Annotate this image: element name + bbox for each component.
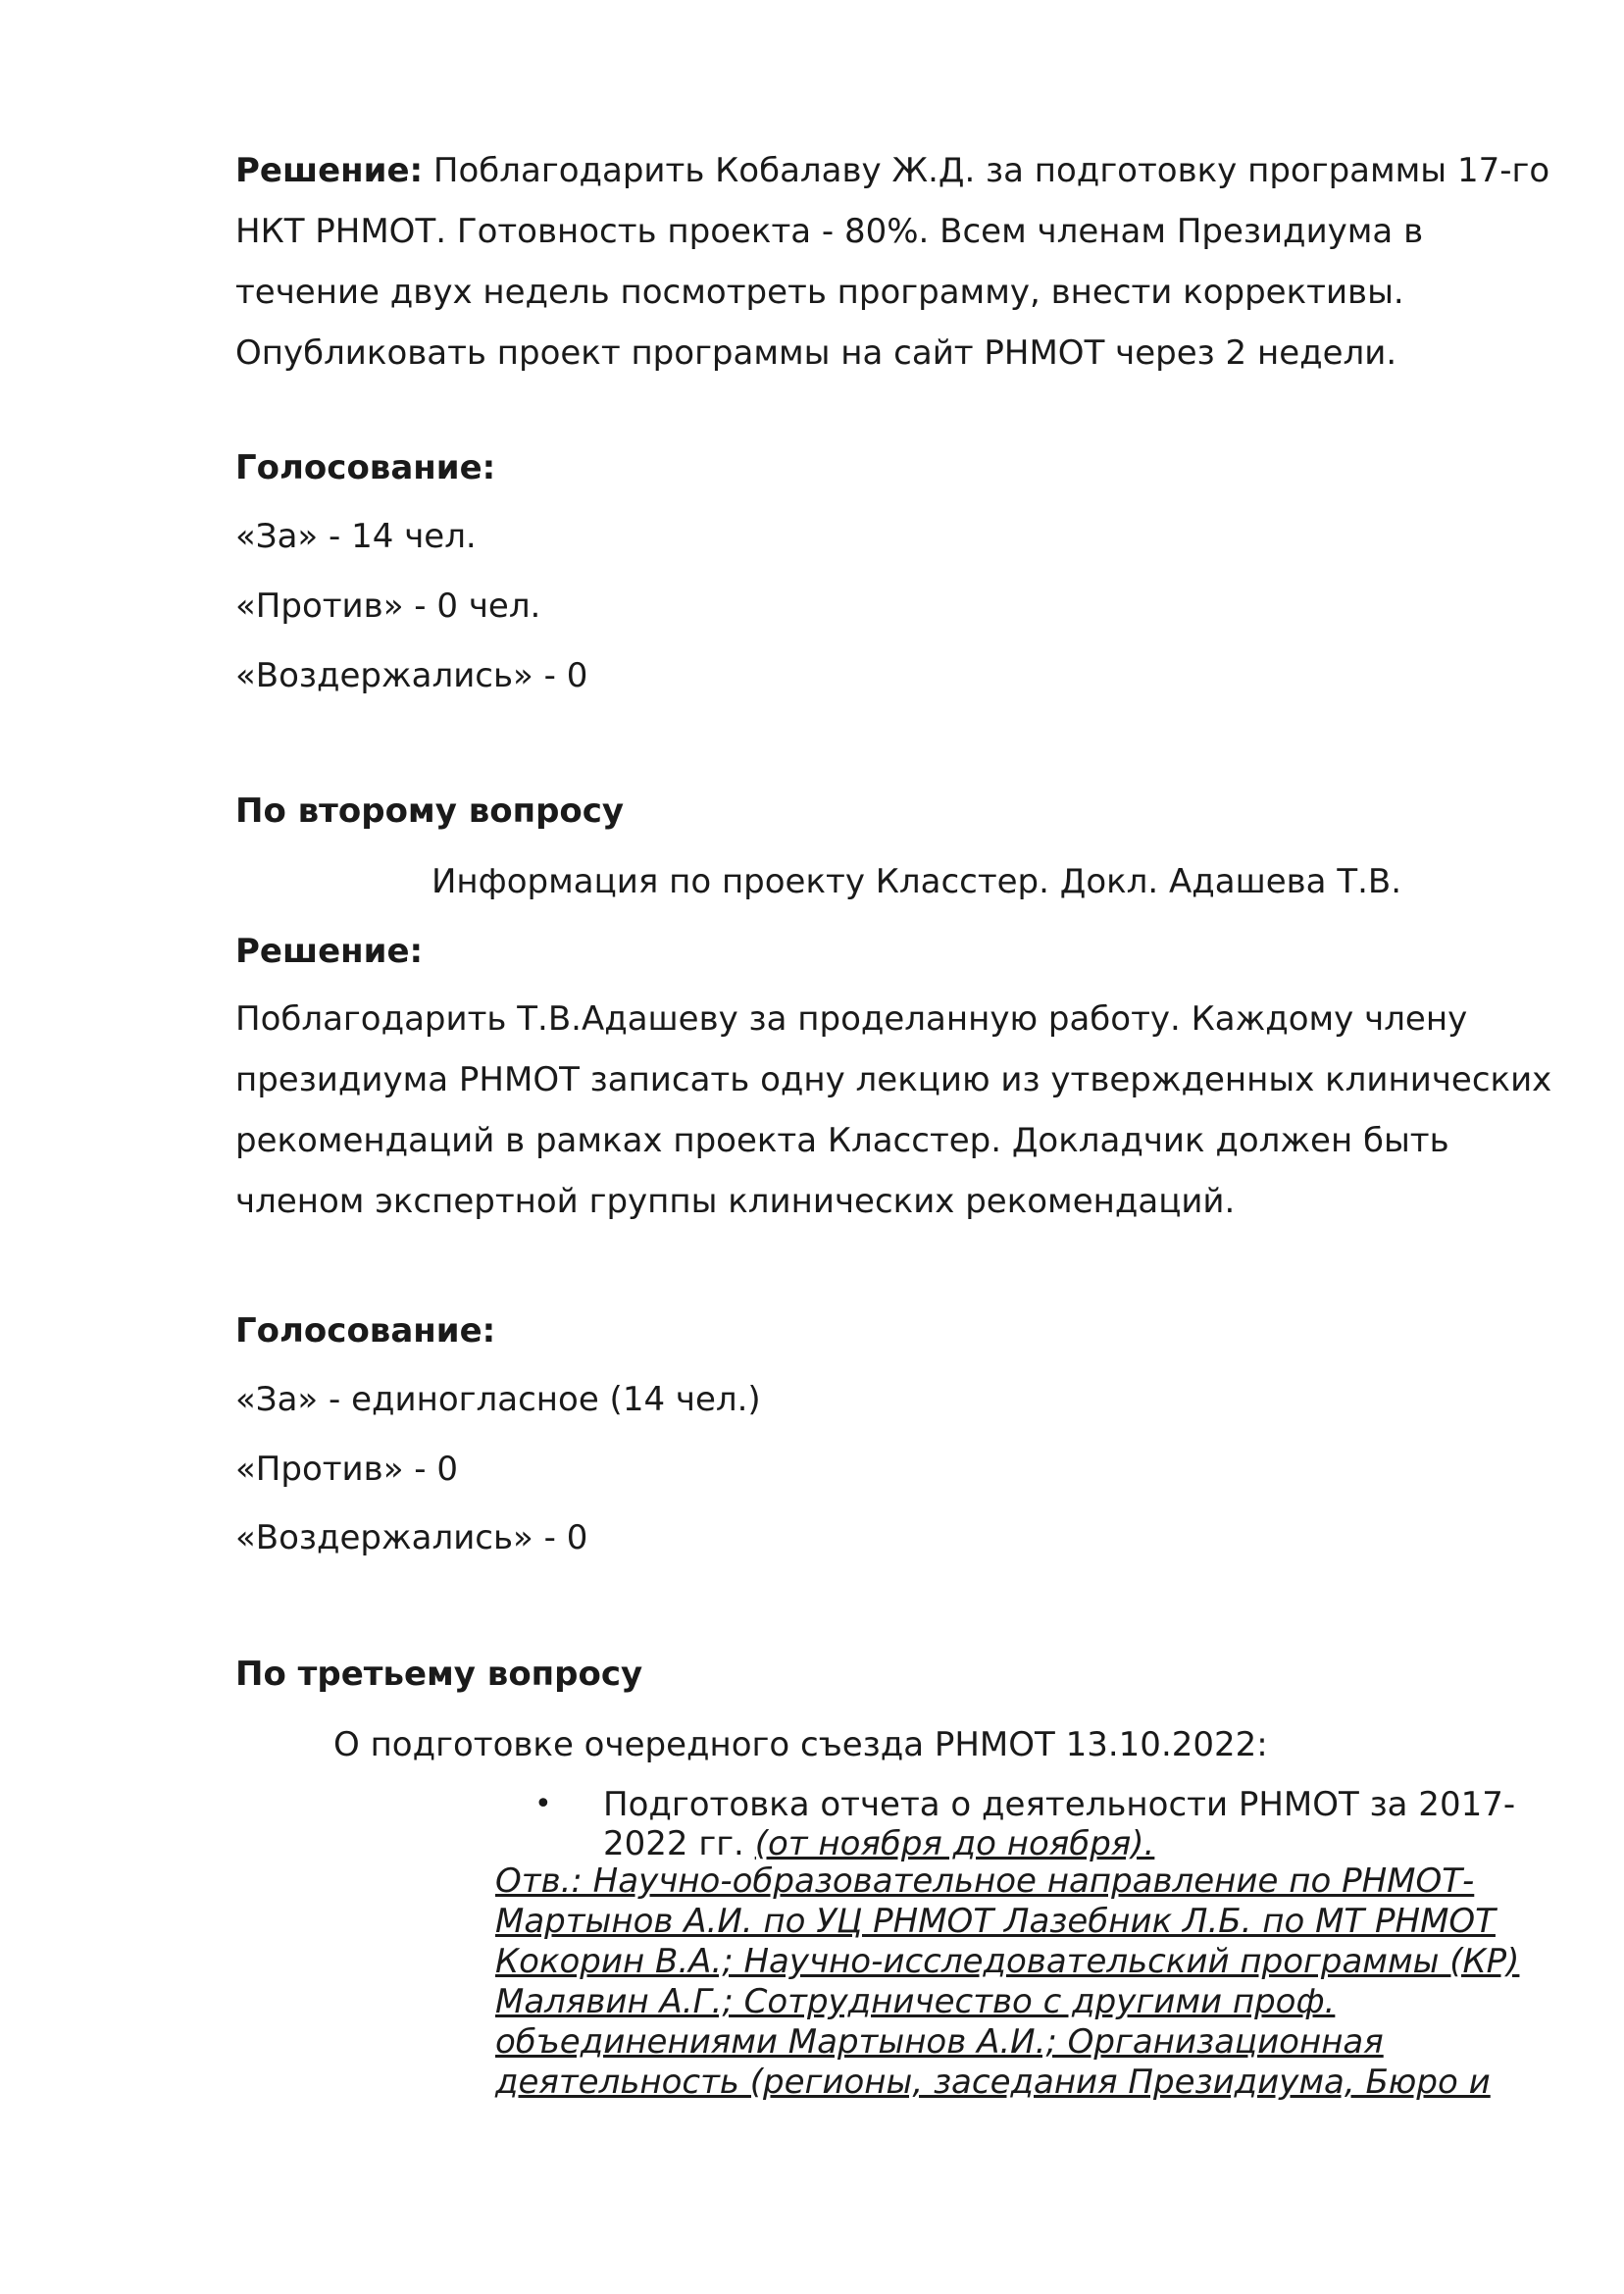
bullet-text-line: 2022 гг. [603, 1824, 755, 1863]
section-heading: По второму вопросу [235, 791, 625, 831]
voting-title: Голосование: [235, 448, 496, 487]
decision-label: Решение: [235, 151, 424, 190]
decision-text-line: Опубликовать проект программы на сайт РНМОТ через 2 недели. [235, 333, 1397, 373]
vote-abstain: «Воздержались» - 0 [235, 656, 588, 695]
section-topic: Информация по проекту Класстер. Докл. Адашева Т.В. [431, 862, 1402, 901]
responsible-line: деятельность (регионы, заседания Президиума, Бюро и [495, 2063, 1491, 2102]
responsible-line: Мартынов А.И. по УЦ РНМОТ Лазебник Л.Б. по МТ РНМОТ [495, 1902, 1496, 1941]
decision-text-line: членом экспертной группы клинических рекомендаций. [235, 1182, 1236, 1221]
decision-paragraph-1 [235, 140, 1550, 383]
vote-against: «Против» - 0 чел. [235, 586, 541, 626]
decision-text-line: НКТ РНМОТ. Готовность проекта - 80%. Всем членам Президиума в [235, 212, 1424, 251]
vote-against: «Против» - 0 [235, 1450, 459, 1489]
decision-text-line: президиума РНМОТ записать одну лекцию из утвержденных клинических [235, 1060, 1552, 1099]
responsible-line: объединениями Мартынов А.И.; Организационная [495, 2022, 1384, 2062]
bullet-text-line: Подготовка отчета о деятельности РНМОТ за 2017- [603, 1785, 1516, 1824]
decision-text-line: течение двух недель посмотреть программу, внести коррективы. [235, 273, 1404, 312]
vote-abstain: «Воздержались» - 0 [235, 1518, 588, 1557]
section-topic: О подготовке очередного съезда РНМОТ 13.10.2022: [333, 1725, 1268, 1764]
responsible-line: Кокорин В.А.; Научно-исследовательский программы (КР) [495, 1942, 1520, 1981]
vote-for: «За» - 14 чел. [235, 517, 477, 556]
responsible-line: Отв.: Научно-образовательное направление по РНМОТ- [495, 1861, 1475, 1901]
bullet-icon: • [534, 1787, 552, 1821]
decision-paragraph-2 [235, 989, 1552, 1232]
decision-text-line: рекомендаций в рамках проекта Класстер. Докладчик должен быть [235, 1121, 1449, 1160]
responsible-block [495, 1861, 1535, 2103]
decision-text-line: Поблагодарить Кобалаву Ж.Д. за подготовку программы 17-го [423, 151, 1550, 190]
vote-for: «За» - единогласное (14 чел.) [235, 1380, 761, 1419]
voting-title: Голосование: [235, 1311, 496, 1351]
decision-text-line: Поблагодарить Т.В.Адашеву за проделанную работу. Каждому члену [235, 999, 1468, 1039]
section-heading: По третьему вопросу [235, 1655, 643, 1694]
bullet-item [534, 1785, 1525, 1863]
decision-label: Решение: [235, 932, 424, 971]
bullet-period-note: (от ноября до ноября). [754, 1824, 1155, 1863]
responsible-line: Малявин А.Г.; Сотрудничество с другими проф. [495, 1982, 1336, 2021]
